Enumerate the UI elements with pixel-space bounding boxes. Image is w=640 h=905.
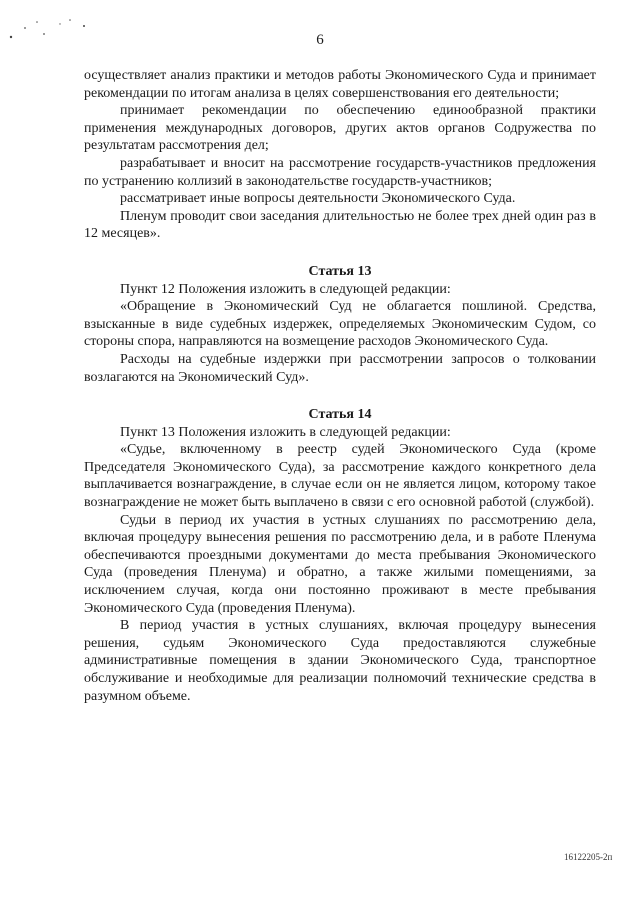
paragraph: рассматривает иные вопросы деятельности Экономического Суда.: [120, 191, 516, 207]
section-gap: [84, 386, 596, 406]
section-gap: [84, 243, 596, 263]
page-number: 6: [316, 32, 324, 48]
paragraph: принимает рекомендации по обеспечению единообразной практики применения международных договоров, других актов органов Содружества по результатам рассмотрения дел;: [84, 103, 596, 154]
paragraph: В период участия в устных слушаниях, включая процедуру вынесения решения, судьям Экономического Суда предоставляются служебные административные помещения в здании Экономического Суда, транспортное обслуживание и необходимые для реализации полномочий технические средства в разумном объеме.: [84, 618, 596, 704]
paragraph: «Обращение в Экономический Суд не облагается пошлиной. Средства, взысканные в виде судебных издержек, определяемых Экономическим Судом, со стороны спора, направляются на возмещение расходов Экономического Суда.: [84, 299, 596, 350]
document-code: 16122205-2п: [564, 852, 613, 862]
article-heading: Статья 13: [308, 263, 372, 279]
paragraph: разрабатывает и вносит на рассмотрение государств-участников предложения по устранению коллизий в законодательстве государств-участников;: [84, 155, 596, 189]
paragraph: Пункт 12 Положения изложить в следующей редакции:: [120, 281, 451, 297]
paragraph: Расходы на судебные издержки при рассмотрении запросов о толковании возлагаются на Экономический Суд».: [84, 351, 596, 385]
document-body: [84, 67, 596, 705]
article-heading: Статья 14: [308, 407, 372, 423]
paragraph: Пленум проводит свои заседания длительностью не более трех дней один раз в 12 месяцев».: [84, 208, 596, 242]
paragraph: «Судье, включенному в реестр судей Экономического Суда (кроме Председателя Экономического Суда), за рассмотрение каждого конкретного дела выплачивается вознаграждение, в случае если он не является лицом, которому такое вознаграждение не может быть выплачено в связи с его основной работой (службой).: [84, 442, 596, 511]
paragraph: Пункт 13 Положения изложить в следующей редакции:: [120, 424, 451, 440]
paragraph: осуществляет анализ практики и методов работы Экономического Суда и принимает рекомендации по итогам анализа в целях совершенствования его деятельности;: [84, 68, 596, 101]
paragraph: Судьи в период их участия в устных слушаниях по рассмотрению дела, включая процедуру вынесения решения по рассмотрению дела, и в работе Пленума обеспечиваются проездными документами до места пребывания Экономического Суда (проведения Пленума) и обратно, а также жилыми помещениями, за исключением случая, когда они постоянно проживают в месте пребывания Экономического Суда (проведения Пленума).: [84, 512, 596, 616]
